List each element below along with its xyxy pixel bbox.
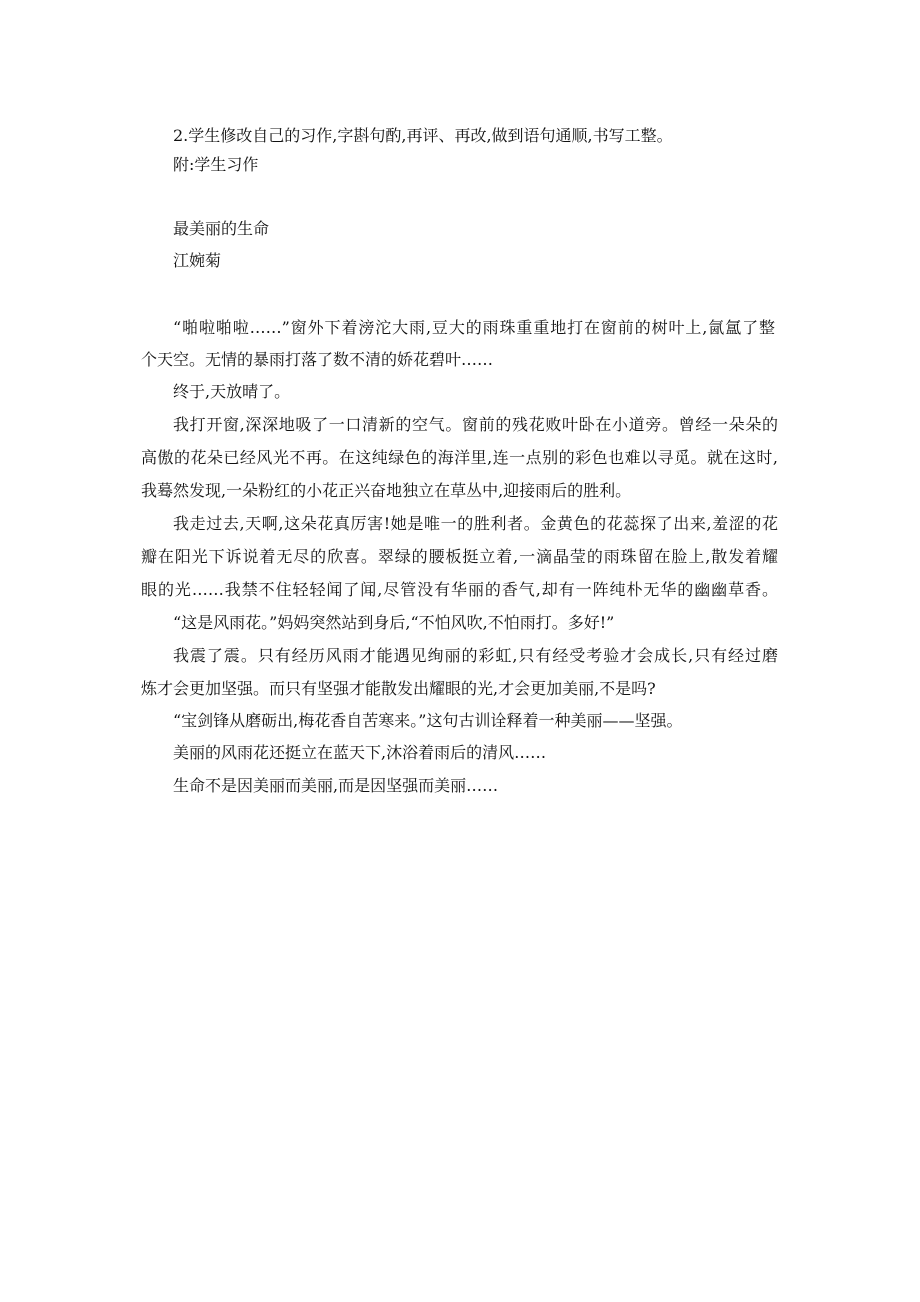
paragraph-2-line-1: 终于,天放晴了。 <box>173 382 291 401</box>
paragraph-4-line-1: 我走过去,天啊,这朵花真厉害!她是唯一的胜利者。金黄色的花蕊探了出来,羞涩的花 <box>173 514 778 533</box>
instruction-line: 2.学生修改自己的习作,字斟句酌,再评、再改,做到语句通顺,书写工整。 <box>173 126 673 145</box>
paragraph-4-line-3: 眼的光……我禁不住轻轻闻了闻,尽管没有华丽的香气,却有一阵纯朴无华的幽幽草香。 <box>141 580 778 599</box>
paragraph-1-line-1: “啪啦啪啦……”窗外下着滂沱大雨,豆大的雨珠重重地打在窗前的树叶上,氤氲了整 <box>173 318 775 337</box>
appendix-label: 附:学生习作 <box>173 155 259 174</box>
paragraph-7-line-1: “宝剑锋从磨砺出,梅花香自苦寒来。”这句古训诠释着一种美丽——坚强。 <box>173 711 683 730</box>
paragraph-3-line-3: 我蓦然发现,一朵粉红的小花正兴奋地独立在草丛中,迎接雨后的胜利。 <box>141 481 632 500</box>
paragraph-1-line-2: 个天空。无情的暴雨打落了数不清的娇花碧叶…… <box>141 350 494 369</box>
paragraph-3-line-2: 高傲的花朵已经风光不再。在这纯绿色的海洋里,连一点别的彩色也难以寻觅。就在这时, <box>141 448 778 467</box>
paragraph-9-line-1: 生命不是因美丽而美丽,而是因坚强而美丽…… <box>173 776 499 795</box>
paragraph-6-line-2: 炼才会更加坚强。而只有坚强才能散发出耀眼的光,才会更加美丽,不是吗? <box>141 679 656 698</box>
paragraph-5-line-1: “这是风雨花。”妈妈突然站到身后,“不怕风吹,不怕雨打。多好!” <box>173 613 615 632</box>
essay-title: 最美丽的生命 <box>173 219 270 238</box>
paragraph-3-line-1: 我打开窗,深深地吸了一口清新的空气。窗前的残花败叶卧在小道旁。曾经一朵朵的 <box>173 415 778 434</box>
paragraph-4-line-2: 瓣在阳光下诉说着无尽的欣喜。翠绿的腰板挺立着,一滴晶莹的雨珠留在脸上,散发着耀 <box>141 547 778 566</box>
essay-author: 江婉菊 <box>173 251 222 270</box>
paragraph-8-line-1: 美丽的风雨花还挺立在蓝天下,沐浴着雨后的清风…… <box>173 743 547 762</box>
paragraph-6-line-1: 我震了震。只有经历风雨才能遇见绚丽的彩虹,只有经受考验才会成长,只有经过磨 <box>173 646 778 665</box>
